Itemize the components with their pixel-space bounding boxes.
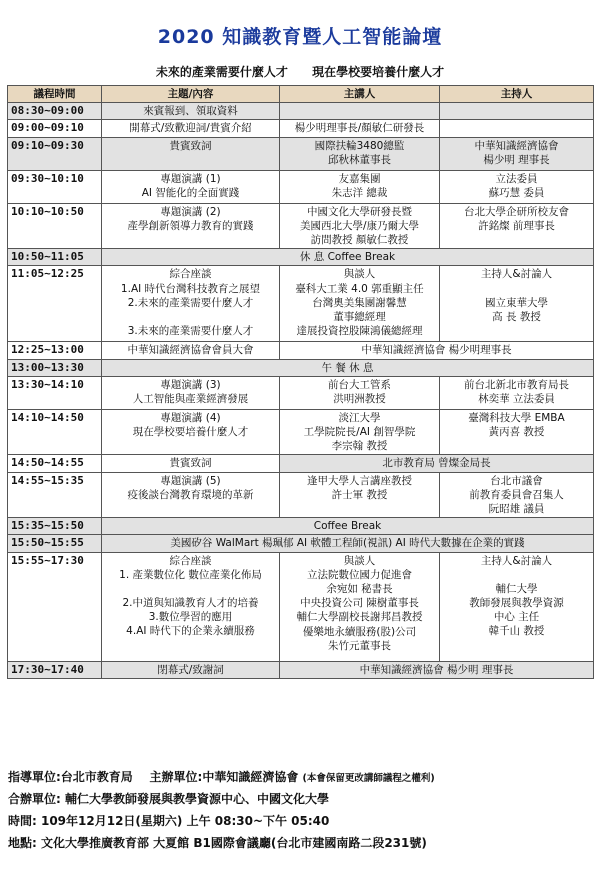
cell-line: 林奕華 立法委員 [478, 393, 555, 406]
footer-guide: 指導單位:台北市教育局 [8, 770, 133, 784]
header-time: 議程時間 [8, 86, 102, 103]
time-cell: 14:10~14:50 [8, 409, 102, 455]
cell-line: 工學院院長/AI 創智學院 [303, 426, 416, 439]
cell-line [105, 582, 276, 596]
table-row [8, 409, 594, 455]
cell-line: 蘇巧慧 委員 [488, 186, 545, 199]
cell-line: 專題演講 (3) [160, 378, 221, 391]
cell-line: 朱志洋 總裁 [331, 186, 388, 199]
table-row [8, 472, 594, 518]
footer-location: 地點: 文化大學推廣教育部 大夏館 B1國際會議廳(台北市建國南路二段231號) [8, 836, 427, 850]
cell-line: 國立東華大學 [485, 296, 548, 309]
cell-line: 與談人 [343, 554, 376, 567]
speaker-cell [280, 120, 440, 137]
cell-line: 朱竹元董事長 [328, 639, 391, 652]
cell-line: 許士軍 教授 [331, 488, 388, 501]
cell-line: 楊少明 理事長 [483, 153, 550, 166]
topic-cell [102, 120, 280, 137]
cell-line: 輔仁大學 [495, 582, 538, 595]
cell-line: 李宗翰 教授 [331, 440, 388, 453]
time-cell: 09:00~09:10 [8, 120, 102, 137]
cell-line: 1.AI 時代台灣科技教育之展望 [120, 282, 261, 295]
header-host: 主持人 [440, 86, 594, 103]
cell-line: 淡江大學 [338, 411, 381, 424]
topic-cell [102, 203, 280, 249]
header-speaker: 主講人 [280, 86, 440, 103]
host-cell [440, 103, 594, 120]
cell-line: 專題演講 (1) [160, 172, 221, 185]
merged-cell: 午 餐 休 息 [102, 359, 594, 376]
schedule-table [7, 85, 594, 679]
speaker-cell [280, 472, 440, 518]
time-cell: 14:55~15:35 [8, 472, 102, 518]
speaker-cell [280, 409, 440, 455]
cell-line: 教師發展與教學資源 [469, 597, 564, 610]
table-row [8, 137, 594, 170]
footer-co-organizer: 合辦單位: 輔仁大學教師發展與教學資源中心、中國文化大學 [8, 792, 329, 806]
speaker-cell [280, 376, 440, 409]
time-cell: 15:35~15:50 [8, 518, 102, 535]
table-row [8, 518, 594, 535]
cell-line: 前台大工管系 [328, 378, 391, 391]
cell-line: 邱秋林董事長 [328, 153, 391, 166]
cell-line: 立法院數位國力促進會 [307, 568, 412, 581]
cell-line: 專題演講 (4) [160, 411, 221, 424]
cell-line: 許銘燦 前理事長 [478, 219, 555, 232]
subtitle-right: 現在學校要培養什麼人才 [312, 65, 445, 79]
speaker-cell [280, 103, 440, 120]
footer-time: 時間: 109年12月12日(星期六) 上午 08:30~下午 05:40 [8, 814, 330, 828]
table-row [8, 455, 594, 472]
table-row [8, 535, 594, 552]
cell-line: 主持人&討論人 [480, 554, 553, 567]
cell-line: 中央投資公司 陳樹董事長 [300, 597, 419, 610]
cell-line: 綜合座談 [169, 268, 212, 281]
cell-line: 友嘉集團 [338, 172, 381, 185]
cell-line: 台北大學企研所校友會 [464, 205, 569, 218]
cell-line: 臺灣科技大學 EMBA [468, 411, 565, 424]
time-cell: 09:30~10:10 [8, 170, 102, 203]
cell-line: 黃丙喜 教授 [488, 426, 545, 439]
cell-line: AI 智能化的全面實踐 [141, 186, 240, 199]
table-row [8, 359, 594, 376]
cell-line: 楊少明理事長/顏敏仁研發長 [294, 122, 425, 135]
cell-line: 4.AI 時代下的企業永續服務 [126, 625, 255, 638]
host-cell [440, 137, 594, 170]
cell-line: 疫後談台灣教育環境的革新 [127, 488, 254, 501]
topic-cell [102, 409, 280, 455]
time-cell: 15:50~15:55 [8, 535, 102, 552]
cell-line: 閉幕式/致謝詞 [157, 663, 224, 676]
speaker-host-cell: 中華知識經濟協會 楊少明理事長 [280, 342, 594, 359]
topic-cell [102, 455, 280, 472]
cell-line: 韓千山 教授 [488, 625, 545, 638]
table-row [8, 170, 594, 203]
page-title: 2020 知識教育暨人工智能論壇 [157, 26, 443, 48]
time-cell: 10:10~10:50 [8, 203, 102, 249]
table-row [8, 103, 594, 120]
host-cell [440, 120, 594, 137]
cell-line [105, 310, 276, 324]
footer-organizer: 主辦單位:中華知識經濟協會 [149, 770, 299, 784]
cell-line: 董事總經理 [333, 311, 386, 324]
speaker-cell [280, 170, 440, 203]
speaker-host-cell: 中華知識經濟協會 楊少明 理事長 [280, 661, 594, 678]
cell-line: 2.中道與知識教育人才的培養 [122, 597, 259, 610]
merged-cell: 休 息 Coffee Break [102, 249, 594, 266]
cell-line: 前台北新北市教育局長 [464, 378, 569, 391]
table-row [8, 203, 594, 249]
subtitle-left: 未來的產業需要什麼人才 [155, 65, 288, 79]
time-cell: 08:30~09:00 [8, 103, 102, 120]
cell-line: 美國西北大學/康乃爾大學 [299, 219, 420, 232]
cell-line: 中心 主任 [493, 611, 540, 624]
cell-line: 達展投資控股陳鴻儀總經理 [296, 325, 423, 338]
cell-line: 貴賓致詞 [169, 139, 212, 152]
cell-line: 訪問教授 顏敏仁教授 [310, 234, 409, 247]
cell-line: 國際扶輪3480總監 [314, 139, 405, 152]
merged-cell: 美國矽谷 WalMart 楊珮郁 AI 軟體工程師(視訊) AI 時代大數據在企業的實踐 [102, 535, 594, 552]
cell-line: 中華知識經濟協會會員大會 [127, 344, 254, 357]
time-cell: 13:00~13:30 [8, 359, 102, 376]
time-cell: 09:10~09:30 [8, 137, 102, 170]
topic-cell [102, 342, 280, 359]
cell-line [443, 282, 590, 296]
cell-line: 高 長 教授 [492, 310, 541, 323]
host-cell [440, 170, 594, 203]
time-cell: 13:30~14:10 [8, 376, 102, 409]
topic-cell [102, 170, 280, 203]
table-row [8, 249, 594, 266]
topic-cell [102, 472, 280, 518]
table-row [8, 120, 594, 137]
table-header-row [8, 86, 594, 103]
host-cell [440, 552, 594, 661]
cell-line: 1. 產業數位化 數位產業化佈局 [119, 568, 262, 581]
topic-cell [102, 552, 280, 661]
table-row [8, 661, 594, 678]
cell-line: 2.未來的產業需要什麼人才 [127, 296, 254, 309]
cell-line: 前教育委員會召集人 [469, 488, 564, 501]
cell-line: 優樂地永續服務(股)公司 [302, 625, 417, 638]
merged-cell: Coffee Break [102, 518, 594, 535]
cell-line: 開幕式/致歡迎詞/貴賓介紹 [129, 122, 252, 135]
cell-line: 中國文化大學研發長暨 [307, 205, 412, 218]
cell-line: 3.未來的產業需要什麼人才 [127, 325, 254, 338]
table-row [8, 376, 594, 409]
table-row [8, 342, 594, 359]
cell-line: 立法委員 [495, 172, 538, 185]
topic-cell [102, 376, 280, 409]
cell-line: 洪明洲教授 [333, 393, 386, 406]
header-topic: 主題/內容 [102, 86, 280, 103]
cell-line: 來賓報到、領取資料 [143, 105, 238, 118]
cell-line: 中華知識經濟協會 [474, 139, 559, 152]
cell-line: 專題演講 (5) [160, 474, 221, 487]
speaker-cell [280, 266, 440, 342]
table-row [8, 266, 594, 342]
host-cell [440, 203, 594, 249]
host-cell [440, 266, 594, 342]
cell-line: 余宛如 秘書長 [326, 583, 393, 596]
page-subtitle [0, 63, 600, 80]
cell-line: 逢甲大學人言講座教授 [307, 474, 412, 487]
cell-line: 臺科大工業 4.0 郭重顯主任 [295, 282, 424, 295]
topic-cell [102, 103, 280, 120]
time-cell: 11:05~12:25 [8, 266, 102, 342]
footer-note: (本會保留更改講師議程之權利) [302, 773, 435, 784]
speaker-cell [280, 203, 440, 249]
speaker-cell [280, 552, 440, 661]
speaker-cell [280, 137, 440, 170]
cell-line: 人工智能與產業經濟發展 [132, 393, 249, 406]
cell-line: 產學創新領導力教育的實踐 [127, 219, 254, 232]
cell-line: 貴賓致詞 [169, 457, 212, 470]
host-cell [440, 472, 594, 518]
cell-line: 台灣奧美集團謝馨慧 [312, 296, 407, 309]
cell-line: 主持人&討論人 [480, 268, 553, 281]
cell-line: 專題演講 (2) [160, 205, 221, 218]
topic-cell [102, 137, 280, 170]
topic-cell [102, 266, 280, 342]
host-cell [440, 376, 594, 409]
host-cell [440, 409, 594, 455]
cell-line: 與談人 [343, 268, 376, 281]
time-cell: 12:25~13:00 [8, 342, 102, 359]
cell-line: 輔仁大學副校長謝邦昌教授 [296, 611, 423, 624]
cell-line: 3.數位學習的應用 [148, 611, 233, 624]
time-cell: 14:50~14:55 [8, 455, 102, 472]
cell-line: 綜合座談 [169, 554, 212, 567]
cell-line: 台北市議會 [490, 474, 543, 487]
topic-cell [102, 661, 280, 678]
time-cell: 17:30~17:40 [8, 661, 102, 678]
cell-line: 阮昭雄 議員 [488, 503, 545, 516]
time-cell: 10:50~11:05 [8, 249, 102, 266]
schedule-body [8, 103, 594, 679]
cell-line: 現在學校要培養什麼人才 [132, 426, 249, 439]
cell-line [443, 568, 590, 582]
footer-units [8, 768, 435, 785]
time-cell: 15:55~17:30 [8, 552, 102, 661]
speaker-host-cell: 北市教育局 曾燦金局長 [280, 455, 594, 472]
table-row [8, 552, 594, 661]
